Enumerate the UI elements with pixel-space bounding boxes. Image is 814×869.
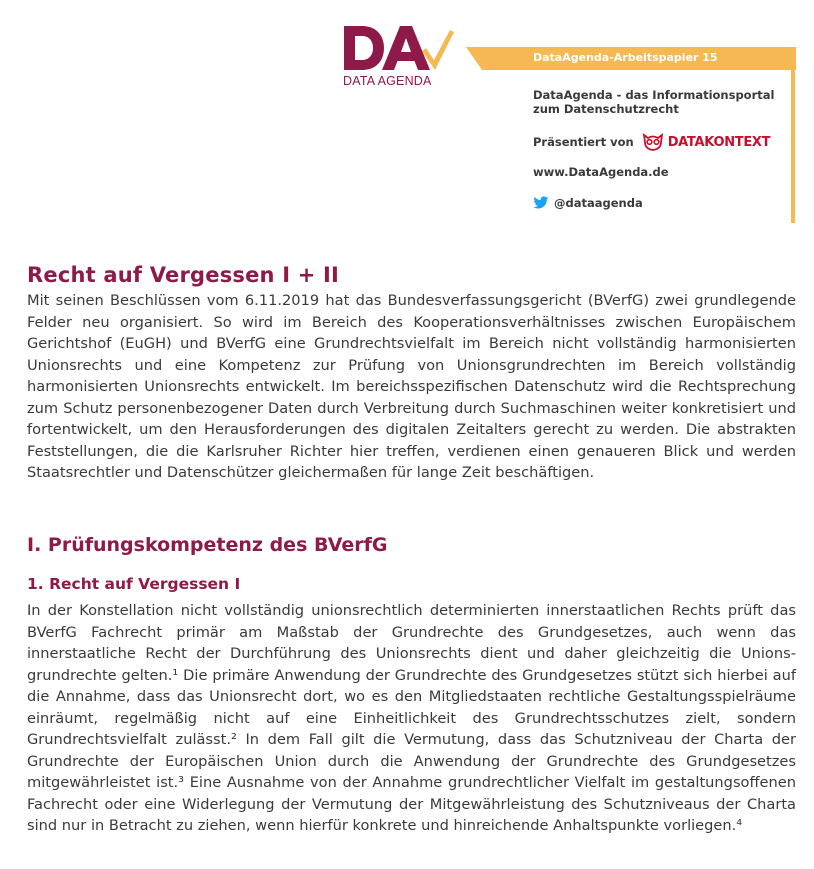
body-paragraph: In der Konstellation nicht vollständig unionsrechtlich determinierten innerstaatlichen Rechts prüft das BVerfG Fachrecht primär am Maßstab der Grundrechte des Grundgesetzes, auch wenn das innerstaatliche Recht der Durchführung des Unionsrechts dient und daher gleichzeitig die Unionsgrundrechte gelten.¹ Die primäre Anwendung der Grundrechte des Grundgesetzes stützt sich hierbei auf die Annahme, dass das Unionsrecht dort, wo es den Mitgliedstaaten rechtliche Gestaltungsspielräume einräumt, regelmäßig nicht auf eine Einheitlichkeit des Grundrechtsschutzes zielt, sondern Grundrechtsvielfalt zulässt.² In dem Fall gilt die Vermutung, dass das Schutzniveau der Charta der Grundrechte der Europäischen Union durch die Anwendung der Grundrechte des Grundgesetzes mitgewährleistet ist.³ Eine Ausnahme von der Annahme grundrechtlicher Vielfalt im gestaltungsoffenen Fachrecht oder eine Widerlegung der Vermutung der Mitgewährleistung des Schutzniveaus der Charta sind nur in Betracht zu ziehen, wenn hierfür konkrete und hinreichende Anhaltspunkte vorliegen.⁴ (27, 602, 796, 834)
website-link[interactable]: www.DataAgenda.de (533, 165, 669, 179)
band-title: DataAgenda-Arbeitspapier 15 (533, 51, 718, 64)
presented-by-label: Präsentiert von (533, 135, 634, 149)
dataagenda-logo[interactable] (342, 22, 454, 86)
document-title: Recht auf Vergessen I + II (27, 263, 340, 287)
dataagenda-logo-mark (342, 22, 454, 74)
datakontext-label: DATAKONTEXT (667, 134, 771, 150)
portal-description: DataAgenda - das Informationsportal zum Datenschutzrecht (533, 88, 775, 116)
datakontext-owl-icon (642, 132, 664, 152)
logo-brand-name: DATA AGENDA (343, 74, 432, 88)
datakontext-logo[interactable] (642, 132, 771, 152)
twitter-handle: @dataagenda (554, 196, 643, 210)
section-heading: I. Prüfungskompetenz des BVerfG (27, 534, 388, 556)
header-side-rule (791, 47, 795, 223)
subsection-heading: 1. Recht auf Vergessen I (27, 575, 241, 593)
twitter-bird-icon (533, 196, 549, 210)
intro-paragraph: Mit seinen Beschlüssen vom 6.11.2019 hat das Bundesverfassungsgericht (BVerfG) zwei grundlegende Felder neu organisiert. So wird im Bereich des Kooperationsverhältnisses zwischen Europäischem Gerichtshof (EuGH) und BVerfG eine Grundrechtsvielfalt im Bereich nicht vollständig harmonisierten Unionsrechts und eine Kompetenz zur Prüfung von Unionsgrundrechten im Bereich vollständig harmonisierten Unionsrechts entwickelt. Im bereichsspezifischen Datenschutz wird die Rechtsprechung zum Schutz personenbezogener Daten durch Verbreitung durch Suchmaschinen weiter konkretisiert und fortentwickelt, um den Herausforderungen des digitalen Zeitalters gerecht zu werden. Die abstrakten Feststellungen, die die Karlsruher Richter hier treffen, verdienen einen genaueren Blick und werden Staatsrechtler und Datenschützer gleichermaßen für lange Zeit beschäftigen. (27, 292, 796, 481)
presented-by-line (533, 132, 770, 152)
twitter-link[interactable] (533, 196, 643, 210)
